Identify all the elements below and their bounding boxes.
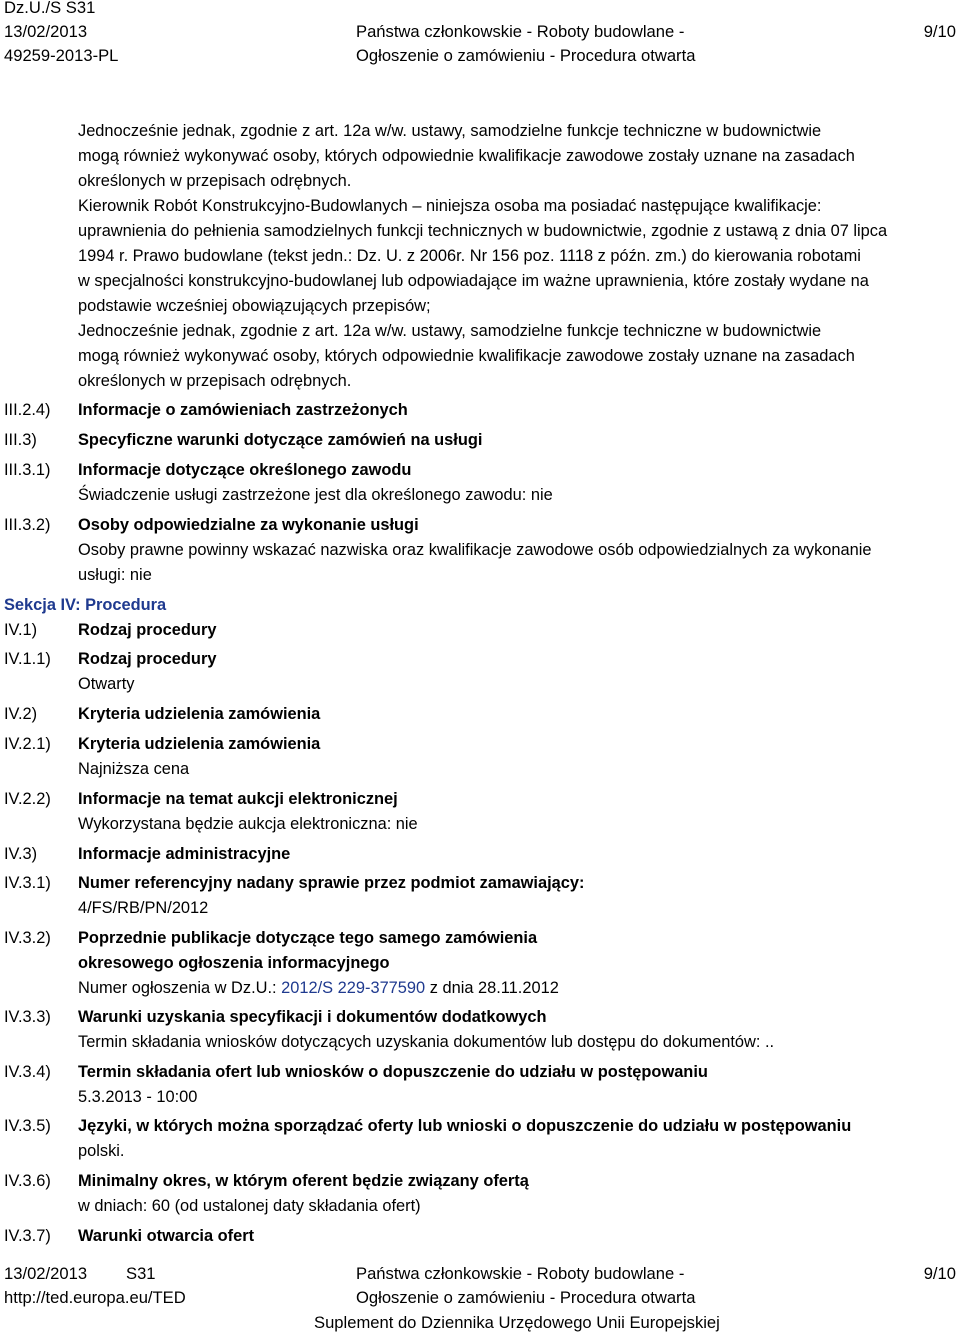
section-number: III.3.1) bbox=[4, 461, 51, 479]
footer-url[interactable]: http://ted.europa.eu/TED bbox=[4, 1288, 186, 1307]
section-number: III.2.4) bbox=[4, 401, 51, 419]
section-text bbox=[78, 976, 559, 1001]
section-text: usługi: nie bbox=[78, 566, 152, 584]
notice-number-link[interactable]: 2012/S 229-377590 bbox=[281, 979, 426, 997]
section-heading: Specyficzne warunki dotyczące zamówień na usługi bbox=[78, 431, 483, 449]
section-text: 4/FS/RB/PN/2012 bbox=[78, 899, 209, 917]
body-line: uprawnienia do pełnienia samodzielnych funkcji technicznych w budownictwie, zgodnie z ustawą z dnia 07 lipca bbox=[78, 222, 888, 240]
section-heading: Informacje na temat aukcji elektronicznej bbox=[78, 790, 398, 808]
footer-series: S31 bbox=[126, 1264, 156, 1283]
section-heading: Osoby odpowiedzialne za wykonanie usługi bbox=[78, 516, 419, 534]
section-heading: Informacje o zamówieniach zastrzeżonych bbox=[78, 401, 408, 419]
section-text: polski. bbox=[78, 1142, 125, 1160]
page-header bbox=[0, 0, 960, 68]
section-heading: Informacje dotyczące określonego zawodu bbox=[78, 461, 412, 479]
section-heading: Kryteria udzielenia zamówienia bbox=[78, 735, 321, 753]
body-line: Jednocześnie jednak, zgodnie z art. 12a w/w. ustawy, samodzielne funkcje techniczne w budownictwie bbox=[78, 122, 822, 140]
section-heading: Numer referencyjny nadany sprawie przez podmiot zamawiający: bbox=[78, 874, 585, 892]
footer-date: 13/02/2013 bbox=[4, 1264, 88, 1283]
section-heading: Kryteria udzielenia zamówienia bbox=[78, 705, 321, 723]
section-number: IV.1.1) bbox=[4, 650, 51, 668]
section-text: Wykorzystana będzie aukcja elektroniczna: nie bbox=[78, 815, 418, 833]
section-heading: Rodzaj procedury bbox=[78, 650, 217, 668]
notice-date-text: z dnia 28.11.2012 bbox=[425, 979, 559, 997]
footer-title-line2: Ogłoszenie o zamówieniu - Procedura otwarta bbox=[356, 1288, 696, 1307]
section-text: Najniższa cena bbox=[78, 760, 190, 778]
section-number: IV.3.1) bbox=[4, 874, 51, 892]
section-heading: Informacje administracyjne bbox=[78, 845, 291, 863]
body-line: Kierownik Robót Konstrukcyjno-Budowlanych – niniejsza osoba ma posiadać następujące kwalifikacje: bbox=[78, 197, 822, 215]
notice-number: 49259-2013-PL bbox=[4, 46, 119, 65]
body-line: Jednocześnie jednak, zgodnie z art. 12a w/w. ustawy, samodzielne funkcje techniczne w budownictwie bbox=[78, 322, 822, 340]
footer-title-line3: Suplement do Dziennika Urzędowego Unii Europejskiej bbox=[314, 1313, 720, 1332]
publication-reference: Dz.U./S S31 bbox=[4, 0, 96, 17]
section-heading: Warunki uzyskania specyfikacji i dokumentów dodatkowych bbox=[78, 1008, 547, 1026]
body-line: określonych w przepisach odrębnych. bbox=[78, 172, 352, 190]
section-heading: Termin składania ofert lub wniosków o dopuszczenie do udziału w postępowaniu bbox=[78, 1063, 708, 1081]
section-iv-title: Sekcja IV: Procedura bbox=[4, 596, 167, 614]
section-number: IV.1) bbox=[4, 621, 38, 639]
section-heading: Warunki otwarcia ofert bbox=[78, 1227, 255, 1245]
section-heading: Języki, w których można sporządzać oferty lub wnioski o dopuszczenie do udziału w postępowaniu bbox=[78, 1117, 852, 1135]
section-number: IV.3.2) bbox=[4, 929, 51, 947]
footer-page-number: 9/10 bbox=[923, 1264, 956, 1283]
section-number: IV.2) bbox=[4, 705, 38, 723]
section-number: III.3.2) bbox=[4, 516, 51, 534]
section-text: Świadczenie usługi zastrzeżone jest dla określonego zawodu: nie bbox=[78, 486, 553, 504]
section-text: w dniach: 60 (od ustalonej daty składania ofert) bbox=[78, 1197, 421, 1215]
section-number: IV.3.3) bbox=[4, 1008, 51, 1026]
section-number: IV.2.2) bbox=[4, 790, 51, 808]
section-text: Osoby prawne powinny wskazać nazwiska oraz kwalifikacje zawodowe osób odpowiedzialnych za wykonanie bbox=[78, 541, 872, 559]
section-number: IV.2.1) bbox=[4, 735, 51, 753]
notice-number-label: Numer ogłoszenia w Dz.U.: bbox=[78, 979, 282, 997]
header-title-line2: Ogłoszenie o zamówieniu - Procedura otwarta bbox=[356, 46, 696, 65]
section-heading: Rodzaj procedury bbox=[78, 621, 217, 639]
section-text: Termin składania wniosków dotyczących uzyskania dokumentów lub dostępu do dokumentów: .. bbox=[78, 1033, 775, 1051]
header-page-number: 9/10 bbox=[923, 22, 956, 41]
body-line: mogą również wykonywać osoby, których odpowiednie kwalifikacje zawodowe zostały uznane na zasadach bbox=[78, 147, 855, 165]
header-title-line1: Państwa członkowskie - Roboty budowlane - bbox=[356, 22, 685, 41]
section-number: III.3) bbox=[4, 431, 37, 449]
body-line: określonych w przepisach odrębnych. bbox=[78, 372, 352, 390]
body-line: w specjalności konstrukcyjno-budowlanej lub odpowiadające im ważne uprawnienia, które zostały wydane na bbox=[78, 272, 869, 290]
header-date: 13/02/2013 bbox=[4, 22, 88, 41]
body-line: mogą również wykonywać osoby, których odpowiednie kwalifikacje zawodowe zostały uznane na zasadach bbox=[78, 347, 855, 365]
page-footer bbox=[0, 1262, 960, 1334]
section-number: IV.3.5) bbox=[4, 1117, 51, 1135]
section-number: IV.3.4) bbox=[4, 1063, 51, 1081]
section-number: IV.3) bbox=[4, 845, 38, 863]
section-text: Otwarty bbox=[78, 675, 135, 693]
section-text: 5.3.2013 - 10:00 bbox=[78, 1088, 198, 1106]
section-number: IV.3.6) bbox=[4, 1172, 51, 1190]
footer-title-line1: Państwa członkowskie - Roboty budowlane - bbox=[356, 1264, 685, 1283]
section-heading-continued: okresowego ogłoszenia informacyjnego bbox=[78, 954, 390, 972]
body-line: 1994 r. Prawo budowlane (tekst jedn.: Dz. U. z 2006r. Nr 156 poz. 1118 z późn. zm.) do kierowania robotami bbox=[78, 247, 861, 265]
section-heading: Poprzednie publikacje dotyczące tego samego zamówienia bbox=[78, 929, 538, 947]
body-line: podstawie wcześniej obowiązujących przepisów; bbox=[78, 297, 431, 315]
section-heading: Minimalny okres, w którym oferent będzie związany ofertą bbox=[78, 1172, 529, 1190]
section-number: IV.3.7) bbox=[4, 1227, 51, 1245]
